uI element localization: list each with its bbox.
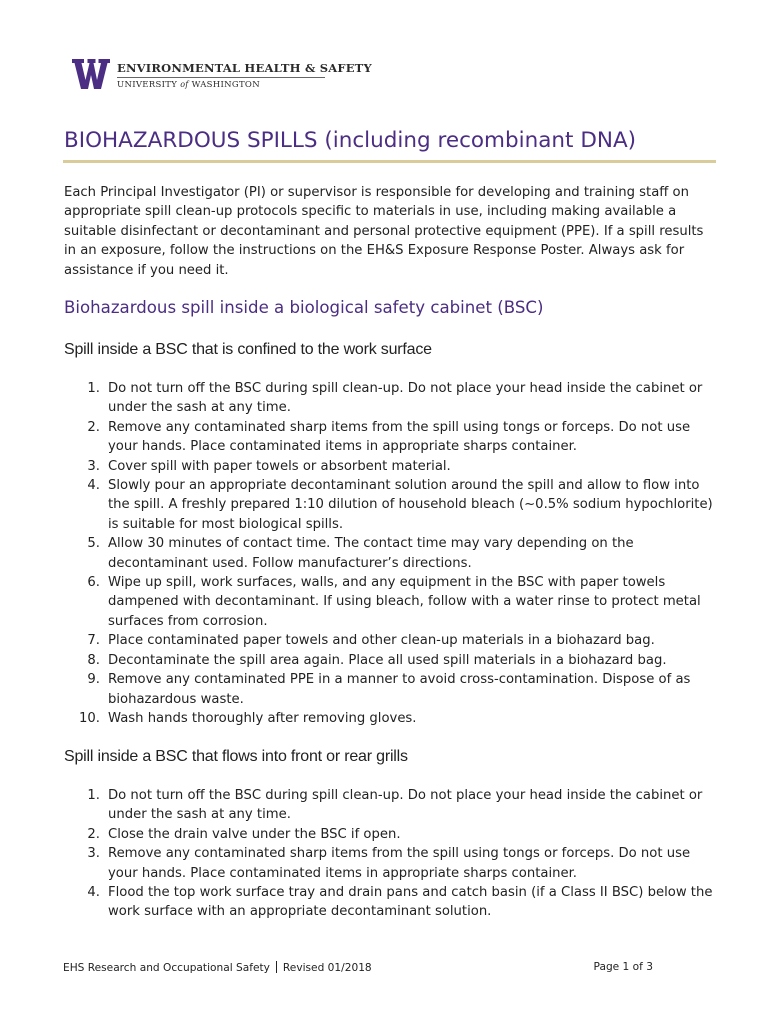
page-number: Page 1 of 3 — [593, 961, 653, 973]
section-heading-bsc: Biohazardous spill inside a biological safety cabinet (BSC) — [64, 298, 544, 317]
page-title: BIOHAZARDOUS SPILLS (including recombinant DNA) — [64, 128, 637, 153]
list-item-text: Slowly pour an appropriate decontaminant solution around the spill and allow to flow into the spill. A freshly prepared 1:10 dilution of household bleach (~0.5% sodium hypochlorite) is suitable for most biological spills. — [108, 478, 713, 532]
list-item — [87, 651, 720, 670]
list-item — [87, 883, 720, 922]
page-header — [72, 58, 372, 96]
footer-separator — [276, 961, 277, 973]
university-name — [117, 80, 260, 90]
list-item-number: 6. — [87, 575, 100, 591]
list-item-number: 1. — [87, 381, 100, 396]
footer-revised: Revised 01/2018 — [282, 962, 372, 974]
list-item — [87, 786, 720, 825]
university-of: of — [180, 80, 189, 89]
list-item-number: 10. — [79, 710, 100, 726]
subheading-grill-spill: Spill inside a BSC that flows into front or rear grills — [64, 748, 408, 765]
list-item-text: Do not turn off the BSC during spill clean-up. Do not place your head inside the cabinet or under the sash at any time. — [108, 788, 703, 823]
list-item-number: 3. — [87, 846, 100, 862]
steps-list-grills — [87, 786, 720, 922]
footer-department: EHS Research and Occupational Safety — [63, 962, 270, 974]
list-item-number: 4. — [87, 478, 100, 494]
list-item-number: 9. — [87, 672, 100, 688]
intro-paragraph: Each Principal Investigator (PI) or supervisor is responsible for developing and training staff on appropriate spill clean-up protocols specific to materials in use, including making available a suitable disinfectant or decontaminant and personal protective equipment (PPE). If a spill results in an exposure, follow the instructions on the EH&S Exposure Response Poster. Always ask for assistance if you need it. — [64, 185, 704, 278]
list-item-text: Wash hands thoroughly after removing gloves. — [108, 710, 417, 726]
list-item-text: Close the drain valve under the BSC if open. — [108, 826, 401, 842]
list-item-text: Allow 30 minutes of contact time. The contact time may vary depending on the decontaminant used. Follow manufacturer’s directions. — [108, 536, 634, 571]
list-item-number: 4. — [87, 885, 100, 901]
list-item-text: Remove any contaminated sharp items from the spill using tongs or forceps. Do not use your hands. Place contaminated items in appropriate sharps container. — [108, 846, 691, 881]
list-item-number: 3. — [87, 458, 100, 474]
list-item — [79, 709, 720, 728]
list-item-text: Wipe up spill, work surfaces, walls, and any equipment in the BSC with paper towels dampened with decontaminant. If using bleach, follow with a water rinse to protect metal surfaces from corrosion. — [108, 575, 701, 629]
list-item — [87, 379, 720, 418]
header-divider — [117, 77, 325, 78]
list-item-text: Place contaminated paper towels and other clean-up materials in a biohazard bag. — [108, 633, 655, 649]
page-footer — [63, 961, 653, 974]
list-item — [87, 534, 720, 573]
list-item-number: 7. — [87, 633, 100, 649]
university-suffix: WASHINGTON — [191, 80, 260, 90]
list-item-text: Do not turn off the BSC during spill clean-up. Do not place your head inside the cabinet or under the sash at any time. — [108, 381, 703, 416]
list-item — [87, 825, 720, 844]
title-underline — [63, 160, 716, 163]
list-item-text: Decontaminate the spill area again. Place all used spill materials in a biohazard bag. — [108, 652, 667, 668]
list-item-text: Cover spill with paper towels or absorbent material. — [108, 458, 451, 474]
university-prefix: UNIVERSITY — [117, 80, 178, 90]
list-item — [87, 476, 720, 534]
uw-w-logo — [72, 58, 110, 90]
list-item-number: 5. — [87, 536, 100, 552]
list-item — [87, 844, 720, 883]
list-item-text: Remove any contaminated PPE in a manner to avoid cross-contamination. Dispose of as biohazardous waste. — [108, 672, 691, 707]
list-item — [87, 418, 720, 457]
list-item — [87, 631, 720, 650]
subheading-confined-spill: Spill inside a BSC that is confined to the work surface — [64, 341, 432, 358]
list-item-number: 1. — [87, 788, 100, 803]
list-item-number: 8. — [87, 652, 100, 668]
list-item — [87, 457, 720, 476]
list-item-number: 2. — [87, 419, 100, 435]
list-item-text: Remove any contaminated sharp items from the spill using tongs or forceps. Do not use your hands. Place contaminated items in appropriate sharps container. — [108, 419, 691, 455]
steps-list-confined — [79, 379, 720, 728]
list-item-number: 2. — [87, 826, 100, 842]
org-name: ENVIRONMENTAL HEALTH & SAFETY — [117, 61, 372, 75]
list-item-text: Flood the top work surface tray and drain pans and catch basin (if a Class II BSC) below the work surface with an appropriate decontaminant solution. — [108, 885, 713, 920]
list-item — [87, 573, 720, 631]
list-item — [87, 670, 720, 709]
